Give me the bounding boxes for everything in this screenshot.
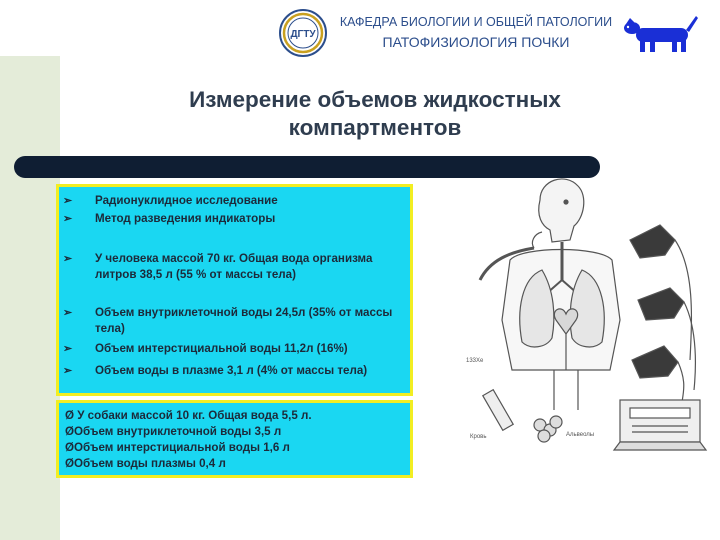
bullet-arrow-icon: ➢ (63, 213, 73, 225)
measurement-apparatus-illustration (466, 170, 710, 460)
human-volumes-box: ➢ Радионуклидное исследование ➢ Метод разведения индикаторы ➢ У человека массой 70 кг. Общая вода организма литров 38,5 л (55 % от массы тела) ➢ Объем внутриклеточной воды 24,5л (35% от массы тела) ➢ Объем интерстициальной воды 11,2л (16%) ➢ Объем воды в плазме 3,1 л (4% от массы тела) (56, 184, 413, 396)
bullet-arrow-icon: ➢ (63, 195, 73, 207)
dog-volumes-box (56, 400, 413, 478)
department-name: КАФЕДРА БИОЛОГИИ И ОБЩЕЙ ПАТОЛОГИИ (339, 15, 613, 29)
bullet-arrow-icon: ➢ (63, 365, 73, 377)
svg-text:Кровь: Кровь (470, 434, 487, 440)
left-decor-band (0, 0, 60, 540)
svg-text:Альвеолы: Альвеолы (566, 432, 595, 438)
bullet-arrow-icon: ➢ (63, 307, 73, 319)
university-seal-icon (278, 8, 328, 58)
logo-text: ДГТУ (290, 29, 316, 40)
list-item: ØОбъем воды плазмы 0,4 л (65, 457, 226, 470)
svg-text:133Xe: 133Xe (466, 358, 484, 364)
list-item: Ø У собаки массой 10 кг. Общая вода 5,5 л. (65, 409, 312, 422)
bullet-arrow-icon: ➢ (63, 343, 73, 355)
list-item: ØОбъем внутриклеточной воды 3,5 л (65, 425, 282, 438)
dachshund-icon (620, 10, 700, 56)
bullet-arrow-icon: ➢ (63, 253, 73, 265)
list-item: ØОбъем интерстициальной воды 1,6 л (65, 441, 290, 454)
subject-name: ПАТОФИЗИОЛОГИЯ ПОЧКИ (382, 34, 570, 50)
slide-title (110, 86, 640, 142)
title-line-2: компартментов (288, 115, 462, 140)
title-line-1: Измерение объемов жидкостных (189, 87, 561, 112)
